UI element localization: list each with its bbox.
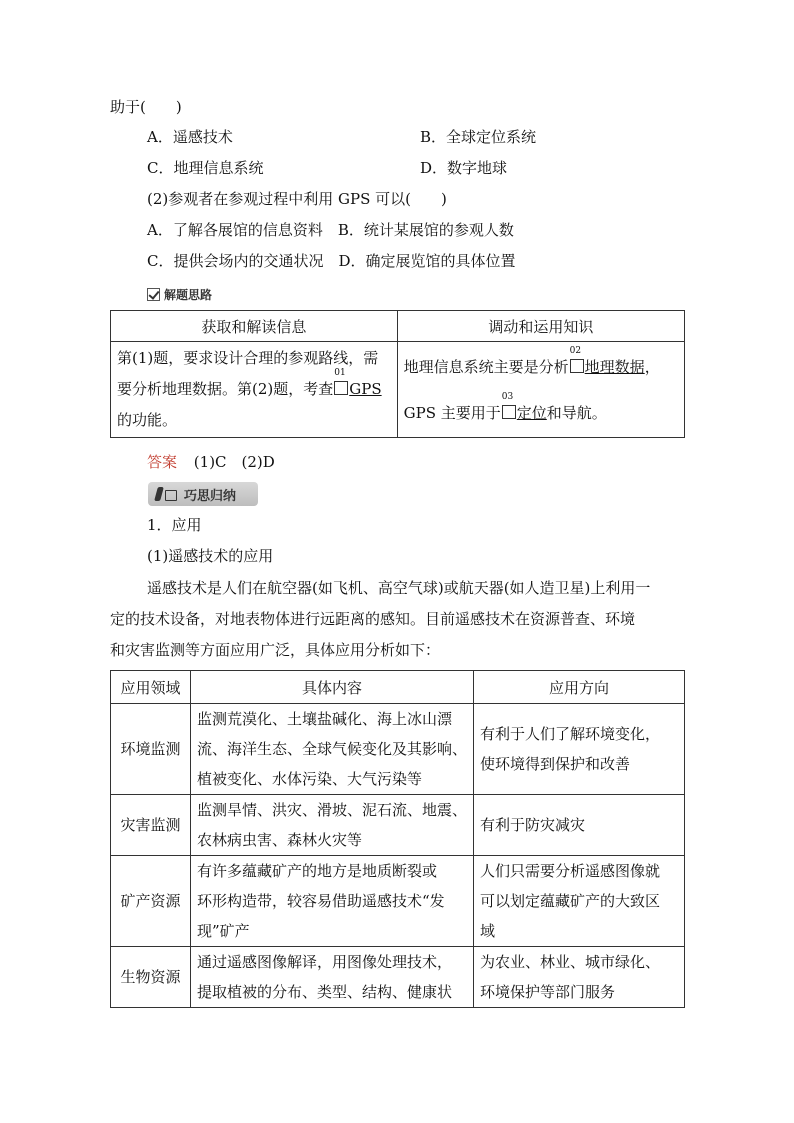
app-content-line: 环形构造带，较容易借助遥感技术“发	[197, 892, 445, 910]
pen-note-icon	[156, 486, 178, 502]
analysis-header-knowledge: 调动和运用知识	[397, 311, 684, 342]
app-content-line: 监测荒漠化、土壤盐碱化、海上冰山漂	[197, 710, 453, 728]
app-content-line: 流、海洋生态、全球气候变化及其影响、	[197, 740, 468, 758]
app-direction-line: 有利于防灾减灾	[480, 816, 586, 834]
app-content-line: 监测旱情、洪灾、滑坡、泥石流、地震、	[197, 801, 468, 819]
key-term-geodata: 地理数据	[584, 357, 645, 376]
table-row	[111, 856, 685, 947]
app-direction-line: 域	[480, 922, 496, 940]
app-content	[191, 704, 474, 795]
question1-tail: 助于( )	[110, 98, 182, 116]
analysis-left-line3: 的功能。	[117, 411, 178, 429]
app-content-line: 农林病虫害、森林火灾等	[197, 831, 363, 849]
app-direction-line: 可以划定蕴藏矿产的大致区	[480, 892, 661, 910]
app-field: 矿产资源	[111, 856, 191, 947]
analysis-left-line2	[117, 368, 391, 405]
option-1b: B．全球定位系统	[420, 128, 537, 146]
answer-label: 答案	[147, 453, 178, 471]
paragraph-line3: 和灾害监测等方面应用广泛，具体应用分析如下：	[110, 641, 441, 659]
summary-section-badge	[148, 482, 258, 506]
analysis-left-cell	[111, 342, 398, 438]
analysis-right-line1-tail: ，	[644, 357, 660, 376]
key-term-positioning: 定位	[516, 403, 547, 422]
blank-box-icon	[334, 368, 348, 395]
answer-text: (1)C (2)D	[193, 453, 275, 471]
app-direction-line: 使环境得到保护和改善	[480, 755, 631, 773]
app-content-line: 通过遥感图像解译，用图像处理技术，	[197, 953, 453, 971]
key-term-gps: GPS	[349, 380, 382, 398]
analysis-right-line1	[404, 344, 678, 390]
blank-box-icon	[569, 345, 584, 373]
app-direction	[474, 795, 685, 856]
app-content-line: 提取植被的分布、类型、结构、健康状	[197, 983, 453, 1001]
paragraph-line2: 定的技术设备，对地表物体进行远距离的感知。目前遥感技术在资源普查、环境	[110, 610, 636, 628]
analysis-right-cell	[397, 342, 684, 438]
analysis-left-line1: 第(1)题，要求设计合理的参观路线，需	[117, 349, 379, 367]
app-content	[191, 947, 474, 1008]
analysis-left-line2-text: 要分析地理数据。第(2)题，考查	[117, 380, 334, 398]
app-direction-line: 为农业、林业、城市绿化、	[480, 953, 661, 971]
app-direction-line: 环境保护等部门服务	[480, 983, 616, 1001]
app-field: 灾害监测	[111, 795, 191, 856]
blank-number: 02	[569, 345, 582, 356]
app-content	[191, 795, 474, 856]
analysis-header-info: 获取和解读信息	[111, 311, 398, 342]
blank-number: 01	[334, 368, 346, 378]
heading-application: 1．应用	[147, 516, 202, 534]
blank-number: 03	[501, 391, 514, 402]
app-direction	[474, 704, 685, 795]
table-row	[111, 704, 685, 795]
application-table	[110, 670, 685, 1008]
app-direction-line: 有利于人们了解环境变化，	[480, 725, 661, 743]
blank-box-icon	[501, 391, 516, 419]
app-header-content: 具体内容	[191, 671, 474, 704]
app-content-line: 现”矿产	[197, 922, 250, 940]
solution-approach-badge	[147, 286, 212, 303]
analysis-right-line2-tail: 和导航。	[546, 403, 607, 422]
heading-remote-sensing: (1)遥感技术的应用	[147, 547, 274, 565]
option-2ab: A．了解各展馆的信息资料 B．统计某展馆的参观人数	[147, 221, 514, 239]
option-2cd: C．提供会场内的交通状况 D．确定展览馆的具体位置	[147, 252, 516, 270]
app-header-direction: 应用方向	[474, 671, 685, 704]
app-direction	[474, 947, 685, 1008]
table-row	[111, 947, 685, 1008]
app-content-line: 植被变化、水体污染、大气污染等	[197, 770, 423, 788]
paragraph-line1: 遥感技术是人们在航空器(如飞机、高空气球)或航天器(如人造卫星)上利用一	[147, 579, 651, 597]
app-header-field: 应用领域	[111, 671, 191, 704]
analysis-right-line1-text: 地理信息系统主要是分析	[403, 357, 569, 376]
answer-line	[147, 447, 275, 477]
app-field: 生物资源	[111, 947, 191, 1008]
question2-stem: (2)参观者在参观过程中利用 GPS 可以( )	[147, 190, 447, 208]
option-1d: D．数字地球	[420, 159, 508, 177]
checkbox-icon	[147, 288, 160, 301]
analysis-right-line2	[404, 390, 678, 436]
app-content	[191, 856, 474, 947]
option-1c: C．地理信息系统	[147, 159, 264, 177]
app-content-line: 有许多蕴藏矿产的地方是地质断裂或	[197, 862, 438, 880]
option-1a: A．遥感技术	[147, 128, 233, 146]
app-field: 环境监测	[111, 704, 191, 795]
analysis-table	[110, 310, 685, 438]
app-direction-line: 人们只需要分析遥感图像就	[480, 862, 661, 880]
table-row	[111, 795, 685, 856]
solution-approach-label: 解题思路	[164, 288, 213, 302]
app-direction	[474, 856, 685, 947]
analysis-right-line2-text: GPS 主要用于	[403, 403, 501, 422]
summary-section-label: 巧思归纳	[184, 488, 237, 504]
